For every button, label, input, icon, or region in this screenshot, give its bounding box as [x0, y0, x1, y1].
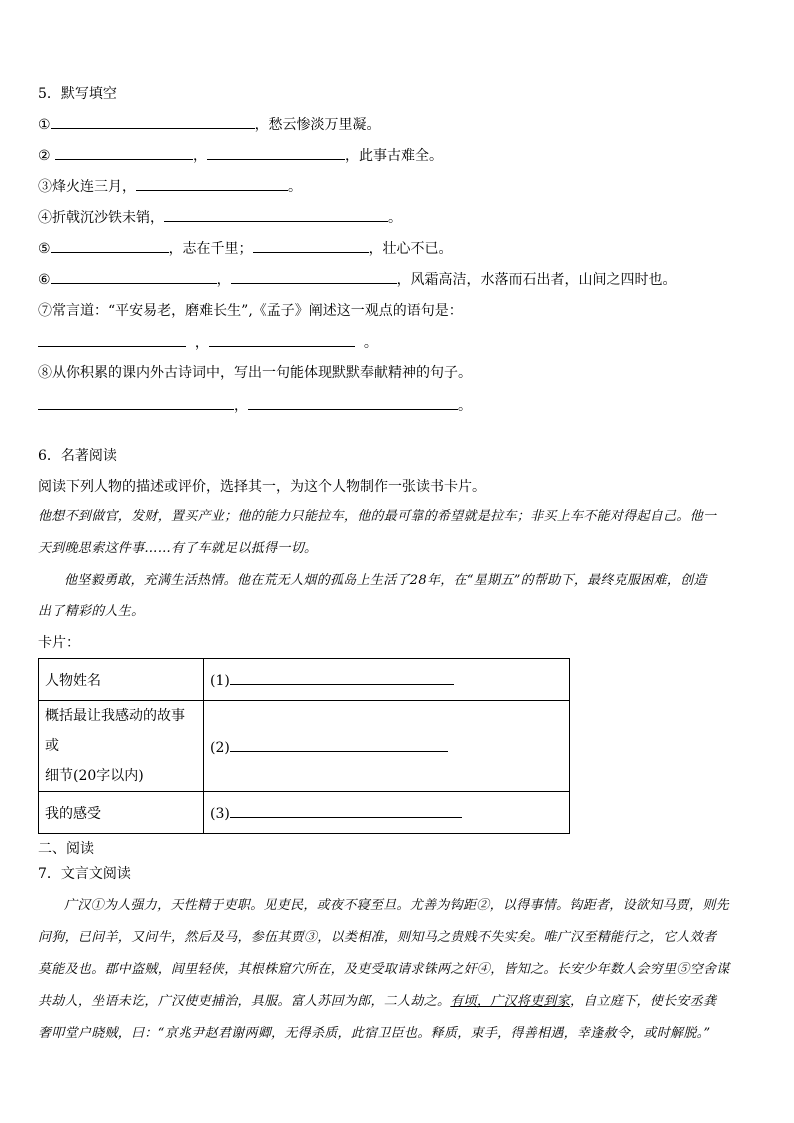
q5-line-2: ② ， ，此事古难全。 — [38, 145, 443, 166]
q7-text-line-3: 莫能及也。郡中盗贼，闾里轻侠，其根株窟穴所在，及吏受取请求铢两之奸④，皆知之。长安少年数人会穷里⑤空舍谋 — [38, 962, 730, 977]
q5-line-7: ⑦常言道：“平安易老，磨难长生”,《孟子》阐述这一观点的语句是： — [38, 303, 463, 319]
blank[interactable] — [231, 269, 397, 284]
card-row-label: 人物姓名 — [39, 659, 204, 701]
q5-line-4: ④折戟沉沙铁未销， 。 — [38, 207, 402, 228]
q6-title: 6．名著阅读 — [38, 448, 117, 464]
blank[interactable] — [207, 145, 345, 160]
q5-title: 5．默写填空 — [38, 86, 117, 102]
card-row-answer: (2) — [204, 701, 570, 792]
blank[interactable] — [38, 332, 186, 347]
q5-line-5: ⑤ ，志在千里； ，壮心不已。 — [38, 238, 453, 259]
blank[interactable] — [51, 114, 255, 129]
q6-passage-2-line-1: 他坚毅勇敢，充满生活热情。他在荒无人烟的孤岛上生活了28年，在“星期五”的帮助下，最终克服困难，创造 — [64, 573, 707, 588]
q5-line-7-blanks: ， 。 — [38, 332, 378, 353]
q7-text-line-4: 共劫人，坐语未讫，广汉使吏捕治，具服。富人苏回为郎，二人劫之。有顷，广汉将吏到家，自立庭下，使长安丞龚 — [38, 994, 717, 1009]
q5-line-8: ⑧从你积累的课内外古诗词中，写出一句能体现默默奉献精神的句子。 — [38, 365, 472, 381]
q5-line-3: ③烽火连三月， 。 — [38, 176, 302, 197]
card-row-label: 我的感受 — [39, 792, 204, 834]
q6-intro: 阅读下列人物的描述或评价，选择其一，为这个人物制作一张读书卡片。 — [38, 479, 486, 495]
card-row-label: 概括最让我感动的故事或 细节(20字以内) — [39, 701, 204, 792]
blank[interactable] — [248, 395, 458, 410]
card-row-answer: (1) — [204, 659, 570, 701]
q5-line-6: ⑥ ， ，风霜高洁，水落而石出者，山间之四时也。 — [38, 269, 677, 290]
q5-line-1: ① ，愁云惨淡万里凝。 — [38, 114, 381, 135]
q6-passage-1-line-1: 他想不到做官，发财，置买产业；他的能力只能拉车，他的最可靠的希望就是拉车；非买上车不能对得起自己。他一 — [38, 509, 717, 524]
blank[interactable] — [253, 238, 369, 253]
q7-text-line-2: 问狗，已问羊，又问牛，然后及马，参伍其贾③，以类相准，则知马之贵贱不失实矣。唯广汉至精能行之，它人效者 — [38, 930, 717, 945]
q7-text-line-1: 广汉①为人强力，天性精于吏职。见吏民，或夜不寝至旦。尤善为钩距②，以得事情。钩距者，设欲知马贾，则先 — [64, 898, 730, 913]
blank[interactable] — [230, 803, 462, 818]
blank[interactable] — [51, 269, 217, 284]
reading-card-table — [38, 658, 570, 834]
card-label: 卡片： — [38, 635, 80, 651]
underlined-phrase: 有顷，广汉将吏到家 — [450, 994, 571, 1009]
blank[interactable] — [51, 238, 169, 253]
section-2-title: 二、阅读 — [38, 841, 94, 857]
q7-title: 7．文言文阅读 — [38, 866, 131, 882]
blank[interactable] — [164, 207, 388, 222]
card-row — [39, 701, 570, 792]
card-row — [39, 659, 570, 701]
blank[interactable] — [230, 670, 454, 685]
blank[interactable] — [230, 737, 448, 752]
q7-text-line-5: 奢叩堂户晓贼，曰：“京兆尹赵君谢两卿，无得杀质，此宿卫臣也。释质，束手，得善相遇，幸逢赦令，或时解脱。” — [38, 1026, 711, 1041]
blank[interactable] — [136, 176, 288, 191]
blank[interactable] — [209, 332, 355, 347]
card-row-answer: (3) — [204, 792, 570, 834]
q5-line-8-blanks: ， 。 — [38, 395, 472, 416]
q6-passage-1-line-2: 天到晚思索这件事……有了车就足以抵得一切。 — [38, 541, 318, 556]
blank[interactable] — [55, 145, 193, 160]
q6-passage-2-line-2: 出了精彩的人生。 — [38, 604, 145, 619]
blank[interactable] — [38, 395, 234, 410]
card-row — [39, 792, 570, 834]
